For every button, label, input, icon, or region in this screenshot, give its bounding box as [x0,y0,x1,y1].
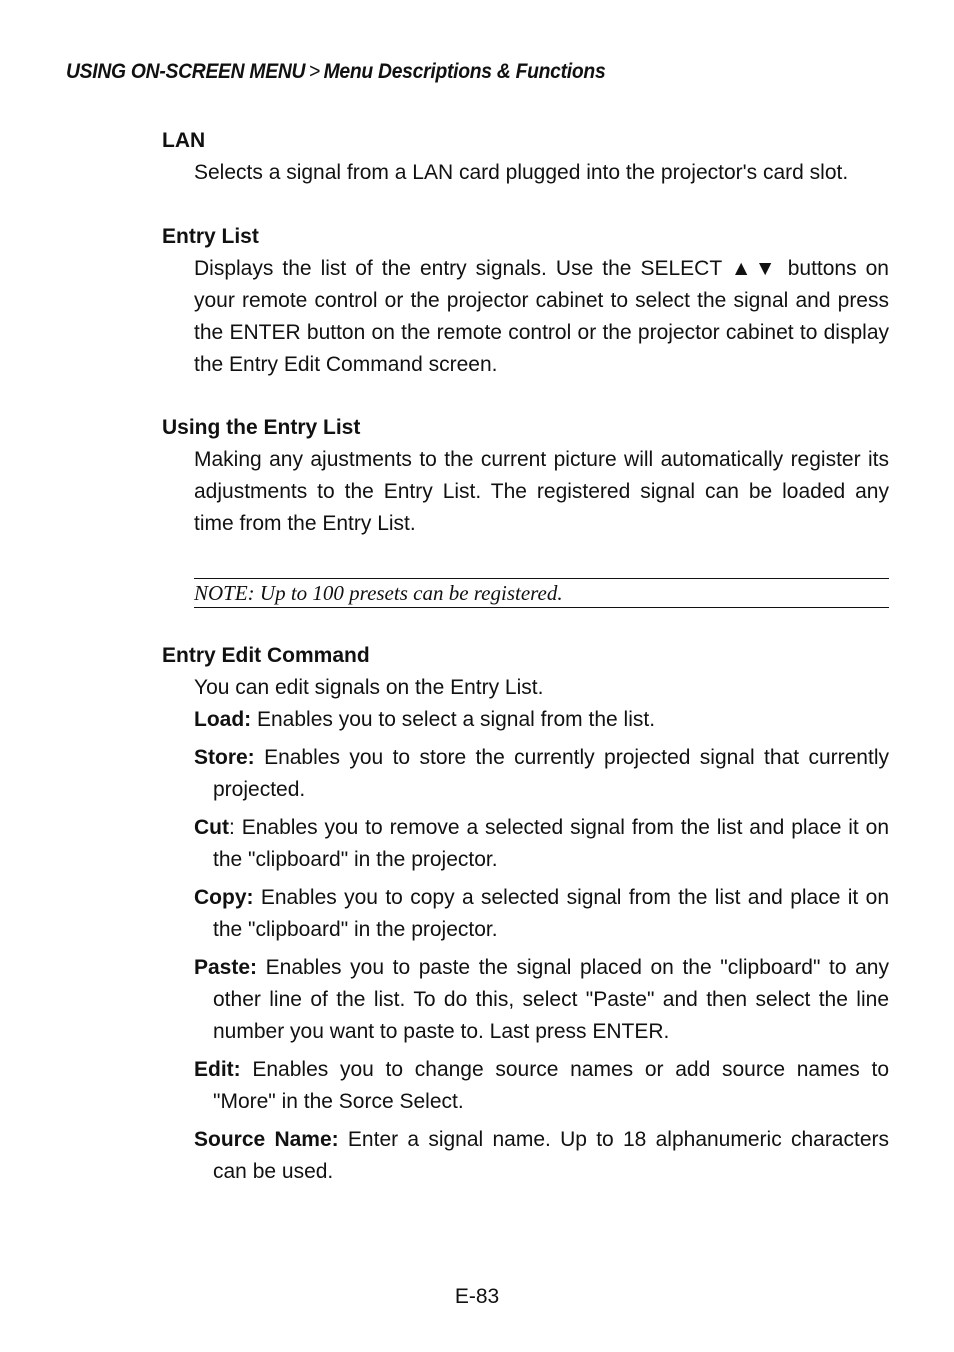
command-cut [194,812,889,876]
command-term: Edit: [194,1058,241,1081]
entry-edit-intro: You can edit signals on the Entry List. [194,676,544,699]
using-entry-list-heading: Using the Entry List [162,416,361,439]
lan-heading: LAN [162,129,206,152]
page-number: E-83 [454,1285,500,1308]
using-entry-list-text: Making any ajustments to the current picture will automatically register its adjustments to the Entry List. The registered signal can be loaded any time from the Entry List. [194,448,889,535]
section-lan [162,125,889,189]
lan-text: Selects a signal from a LAN card plugged into the projector's card slot. [194,161,849,184]
command-term: Cut [194,816,229,839]
command-term: Source Name: [194,1128,339,1151]
note-box: NOTE: Up to 100 presets can be registered. [194,578,889,608]
section-using-entry-list [162,412,889,540]
command-source-name [194,1124,889,1188]
command-store [194,742,889,806]
entry-list-text: Displays the list of the entry signals. Use the SELECT ▲▼ buttons on your remote control or the projector cabinet to select the signal and press the ENTER button on the remote control or the projector cabinet to display the Entry Edit Command screen. [194,257,889,376]
header-subsection: Menu Descriptions & Functions [323,60,606,83]
entry-edit-heading: Entry Edit Command [162,644,370,667]
command-desc: Enables you to paste the signal placed on the "clipboard" to any other line of the list. To do this, select "Paste" and then select the line number you want to paste to. Last press ENTER. [213,956,889,1043]
command-edit [194,1054,889,1118]
command-copy [194,882,889,946]
command-load [194,704,889,736]
command-term: Copy: [194,886,254,909]
command-desc: Enables you to change source names or add source names to "More" in the Sorce Select. [213,1058,889,1113]
command-desc: Enter a signal name. Up to 18 alphanumeric characters can be used. [213,1128,889,1183]
command-term: Store: [194,746,255,769]
section-entry-edit-command [162,640,889,1188]
command-desc: Enables you to store the currently projected signal that currently projected. [213,746,889,801]
command-desc: Enables you to select a signal from the list. [251,708,656,731]
command-paste [194,952,889,1048]
header-section: USING ON-SCREEN MENU [66,60,306,83]
running-header [66,60,605,84]
header-separator: > [308,60,320,83]
command-desc: Enables you to copy a selected signal from the list and place it on the "clipboard" in the projector. [213,886,889,941]
command-term: Paste: [194,956,258,979]
section-entry-list [162,221,889,381]
page-content [162,125,889,1194]
entry-list-heading: Entry List [162,225,259,248]
command-desc: : Enables you to remove a selected signal from the list and place it on the "clipboard" in the projector. [213,816,889,871]
command-term: Load: [194,708,252,731]
